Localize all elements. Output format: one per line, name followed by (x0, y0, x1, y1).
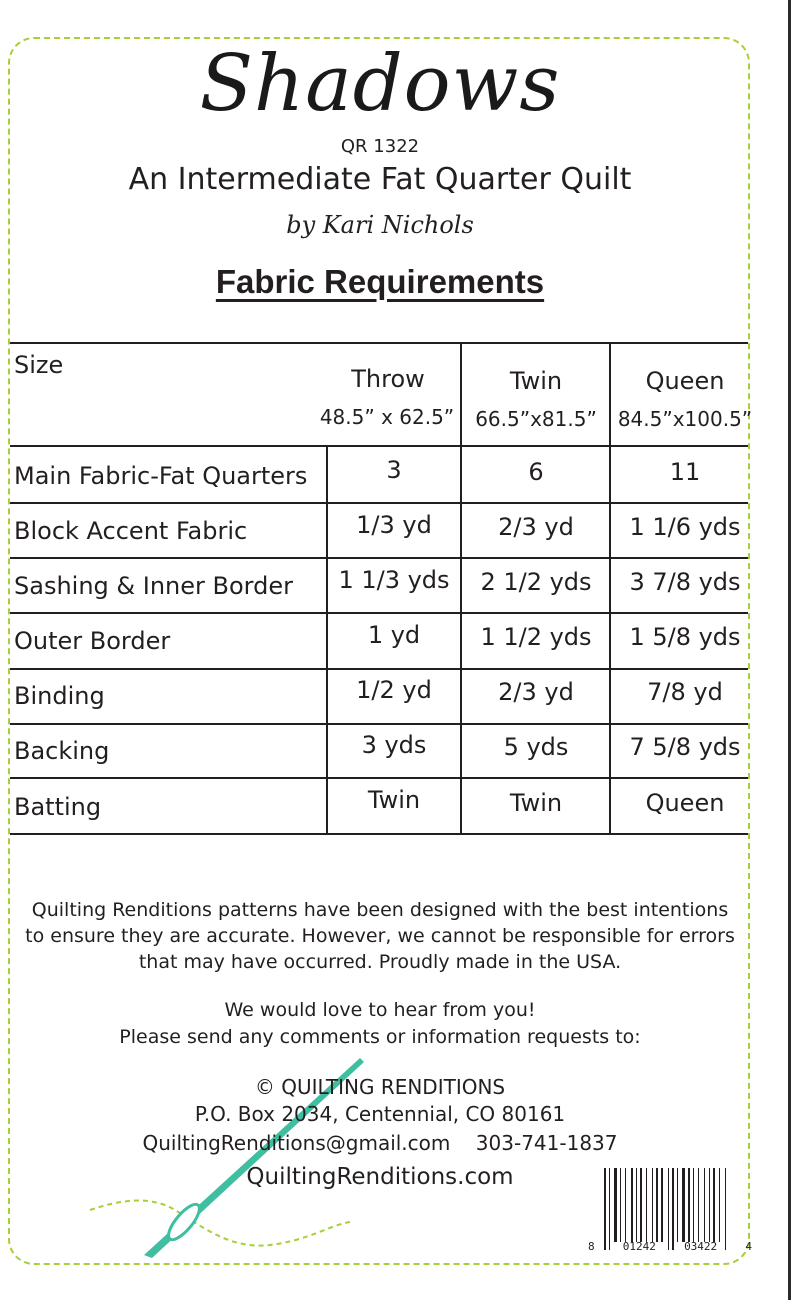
section-heading: Fabric Requirements (215, 263, 545, 300)
barcode-bar (609, 1168, 610, 1250)
row-label: Batting (14, 793, 102, 821)
row-value: 1/2 yd (356, 676, 432, 704)
row-value: 11 (669, 458, 701, 486)
barcode-digit-group: 8 (588, 1240, 595, 1253)
row-value: 2 1/2 yds (480, 568, 592, 596)
row-value: Queen (645, 789, 725, 817)
contact-line: We would love to hear from you! (224, 999, 536, 1021)
row-label: Backing (14, 737, 110, 765)
table-rule (10, 612, 748, 614)
row-value: 7/8 yd (647, 678, 723, 706)
contact-line: Please send any comments or information requests to: (119, 1026, 641, 1048)
table-rule (10, 777, 748, 779)
column-queen-dims: 84.5”x100.5” (617, 407, 753, 431)
barcode-bar (614, 1168, 617, 1242)
barcode-bar (646, 1168, 647, 1242)
barcode-bar (677, 1168, 678, 1242)
barcode-digits (588, 1240, 752, 1254)
barcode-digit-group: 4 (745, 1240, 752, 1253)
pattern-subtitle: An Intermediate Fat Quarter Quilt (128, 162, 632, 197)
row-value: 1/3 yd (356, 511, 432, 539)
column-twin-name: Twin (509, 367, 563, 395)
barcode-digit-group: 03422 (684, 1240, 718, 1253)
row-value: 1 5/8 yds (629, 623, 741, 651)
table-rule (10, 502, 748, 504)
row-value: 1 yd (367, 621, 421, 649)
pattern-author: by Kari Nichols (286, 211, 474, 239)
barcode-bar (693, 1168, 694, 1242)
column-throw-dims: 48.5” x 62.5” (319, 405, 455, 429)
barcode-bar (625, 1168, 626, 1242)
pattern-title: Shadows (199, 39, 561, 129)
barcode-bar (709, 1168, 710, 1242)
row-value: 2/3 yd (498, 678, 574, 706)
barcode-bar (713, 1168, 715, 1242)
barcode-bar (682, 1168, 685, 1242)
disclaimer-line: to ensure they are accurate. However, we cannot be responsible for errors (25, 925, 735, 947)
barcode-bar (704, 1168, 705, 1242)
barcode-bar (604, 1168, 606, 1250)
barcode-bar (640, 1168, 642, 1242)
row-value: 3 (386, 456, 402, 484)
row-value: 1 1/6 yds (629, 513, 741, 541)
page-edge (788, 0, 791, 1300)
size-label: Size (14, 351, 64, 379)
row-value: 5 yds (503, 733, 569, 761)
barcode-bar (688, 1168, 690, 1242)
row-label: Block Accent Fabric (14, 517, 248, 545)
column-queen-name: Queen (645, 367, 725, 395)
barcode-bar (719, 1168, 720, 1242)
table-rule (10, 557, 748, 559)
row-label: Sashing & Inner Border (14, 572, 293, 600)
disclaimer-line: Quilting Renditions patterns have been designed with the best intentions (31, 899, 729, 921)
barcode-bar (656, 1168, 658, 1242)
row-value: 7 5/8 yds (629, 733, 741, 761)
barcode-bar (652, 1168, 653, 1242)
mailing-address: P.O. Box 2034, Centennial, CO 80161 (194, 1102, 566, 1126)
table-rule (10, 723, 748, 725)
website-link[interactable]: QuiltingRenditions.com (246, 1164, 514, 1190)
column-twin-dims: 66.5”x81.5” (475, 407, 597, 431)
table-rule (10, 445, 748, 447)
disclaimer-line: that may have occurred. Proudly made in the USA. (138, 951, 622, 973)
barcode-bar (668, 1168, 669, 1250)
row-label: Binding (14, 682, 105, 710)
row-label: Outer Border (14, 627, 171, 655)
row-value: 1 1/3 yds (338, 566, 450, 594)
barcode-digit-group: 01242 (622, 1240, 656, 1253)
row-value: 6 (528, 458, 544, 486)
email-phone: QuiltingRenditions@gmail.com 303-741-1837 (142, 1131, 618, 1155)
table-rule (10, 342, 748, 344)
pattern-code: QR 1322 (340, 136, 420, 157)
row-value: 1 1/2 yds (480, 623, 592, 651)
row-value: Twin (367, 786, 421, 814)
column-throw-name: Throw (351, 365, 425, 393)
table-rule (10, 668, 748, 670)
row-value: 2/3 yd (498, 513, 574, 541)
barcode-bar (620, 1168, 621, 1242)
company-name: © QUILTING RENDITIONS (254, 1075, 506, 1099)
barcode-bar (698, 1168, 699, 1242)
barcode-bar (672, 1168, 674, 1250)
row-value: Twin (509, 789, 563, 817)
table-rule (10, 833, 748, 835)
barcode-bar (661, 1168, 663, 1242)
barcode-bar (636, 1168, 637, 1242)
row-value: 3 7/8 yds (629, 568, 741, 596)
barcode-bar (725, 1168, 726, 1250)
barcode-bar (631, 1168, 633, 1242)
row-label: Main Fabric-Fat Quarters (14, 462, 308, 490)
row-value: 3 yds (361, 731, 427, 759)
